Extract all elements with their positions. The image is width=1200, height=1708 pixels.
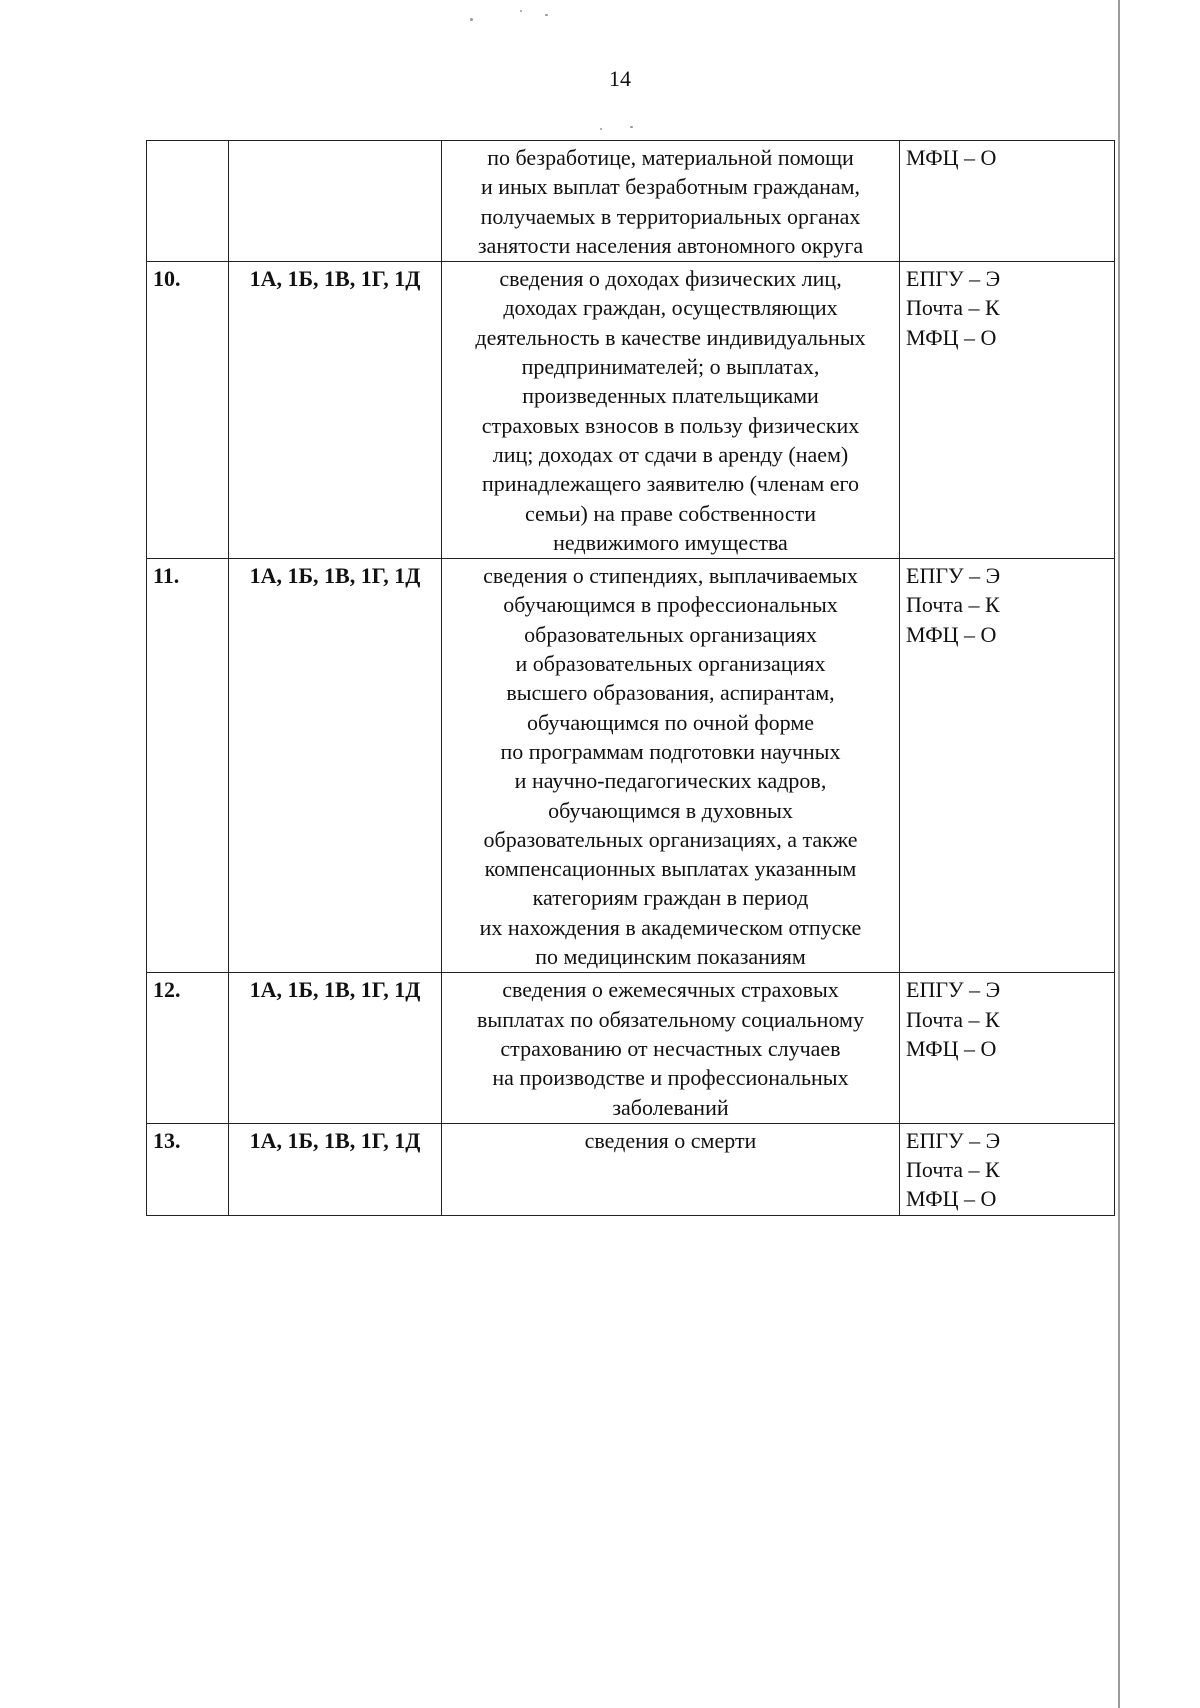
description-line: и иных выплат безработным гражданам, — [480, 174, 861, 200]
table-row — [147, 1123, 1115, 1215]
description-line: высшего образования, аспирантам, — [506, 680, 835, 706]
submission-method: МФЦ – О — [906, 1035, 997, 1061]
description-line: семьи) на праве собственности — [524, 500, 817, 526]
page-edge-line — [1118, 0, 1120, 1708]
document-description — [442, 1123, 900, 1215]
submission-method: ЕПГУ – Э — [906, 266, 1001, 292]
description-line: сведения о смерти — [584, 1127, 757, 1153]
description-line: недвижимого имущества — [553, 529, 788, 555]
description-line: принадлежащего заявителю (членам его — [481, 471, 860, 497]
applicant-categories: 1А, 1Б, 1В, 1Г, 1Д — [229, 262, 442, 559]
applicant-categories: 1А, 1Б, 1В, 1Г, 1Д — [229, 973, 442, 1123]
table-row — [147, 262, 1115, 559]
document-description — [442, 973, 900, 1123]
description-line: их нахождения в академическом отпуске — [479, 914, 862, 940]
description-line: компенсационных выплатах указанным — [484, 856, 857, 882]
description-line: категориям граждан в период — [532, 885, 809, 911]
submission-method: МФЦ – О — [906, 1186, 997, 1212]
submission-method: Почта – К — [906, 592, 1000, 618]
table-row — [147, 973, 1115, 1123]
description-line: произведенных плательщиками — [522, 383, 819, 409]
description-line: сведения о стипендиях, выплачиваемых — [483, 563, 858, 589]
submission-method: МФЦ – О — [906, 145, 997, 170]
description-line: занятости населения автономного округа — [477, 232, 864, 258]
description-line: предпринимателей; о выплатах, — [521, 354, 820, 380]
submission-method: Почта – К — [906, 1157, 1000, 1183]
scan-speck — [630, 126, 633, 128]
description-line: получаемых в территориальных органах — [480, 203, 861, 229]
description-line: сведения о доходах физических лиц, — [499, 266, 842, 292]
description-line: образовательных организациях, а также — [483, 826, 858, 852]
description-line: заболеваний — [612, 1094, 729, 1120]
description-line: обучающимся в духовных — [548, 797, 793, 823]
document-description — [442, 262, 900, 559]
description-line: и образовательных организациях — [515, 651, 826, 677]
document-description — [442, 141, 900, 262]
description-line: на производстве и профессиональных — [492, 1065, 849, 1091]
description-line: выплатах по обязательному социальному — [477, 1006, 864, 1032]
description-line: страховых взносов в пользу физических — [481, 412, 860, 438]
description-line: образовательных организациях — [524, 621, 817, 647]
submission-method: ЕПГУ – Э — [906, 563, 1001, 589]
submission-methods — [900, 973, 1115, 1123]
description-line: страхованию от несчастных случаев — [500, 1035, 841, 1061]
scan-speck — [520, 10, 522, 12]
row-number: 12. — [147, 973, 229, 1123]
scan-speck — [470, 18, 473, 21]
submission-methods — [900, 262, 1115, 559]
description-line: по медицинским показаниям — [535, 944, 806, 970]
applicant-categories: 1А, 1Б, 1В, 1Г, 1Д — [229, 559, 442, 973]
description-line: обучающимся по очной форме — [526, 709, 815, 735]
description-line: обучающимся в профессиональных — [503, 592, 838, 618]
applicant-categories — [229, 141, 442, 262]
documents-table — [146, 140, 1115, 1216]
submission-method: МФЦ – О — [906, 324, 997, 350]
page-number: 14 — [609, 66, 631, 91]
description-line: по программам подготовки научных — [500, 738, 841, 764]
submission-method: ЕПГУ – Э — [906, 977, 1001, 1003]
submission-method: МФЦ – О — [906, 621, 997, 647]
submission-methods — [900, 1123, 1115, 1215]
document-description — [442, 559, 900, 973]
description-line: лиц; доходах от сдачи в аренду (наем) — [492, 441, 849, 467]
row-number — [147, 141, 229, 262]
submission-method: Почта – К — [906, 295, 1000, 321]
description-line: доходах граждан, осуществляющих — [503, 295, 838, 321]
description-line: деятельность в качестве индивидуальных — [475, 324, 866, 350]
submission-method: ЕПГУ – Э — [906, 1127, 1001, 1153]
row-number: 13. — [147, 1123, 229, 1215]
scan-speck — [545, 14, 548, 16]
description-line: сведения о ежемесячных страховых — [502, 977, 839, 1003]
submission-method: Почта – К — [906, 1006, 1000, 1032]
row-number: 11. — [147, 559, 229, 973]
table-row — [147, 141, 1115, 262]
table-body — [147, 141, 1115, 1216]
description-line: и научно-педагогических кадров, — [514, 768, 827, 794]
applicant-categories: 1А, 1Б, 1В, 1Г, 1Д — [229, 1123, 442, 1215]
description-line: по безработице, материальной помощи — [487, 145, 854, 170]
submission-methods — [900, 141, 1115, 262]
scan-speck — [600, 128, 602, 130]
submission-methods — [900, 559, 1115, 973]
table-row — [147, 559, 1115, 973]
row-number: 10. — [147, 262, 229, 559]
